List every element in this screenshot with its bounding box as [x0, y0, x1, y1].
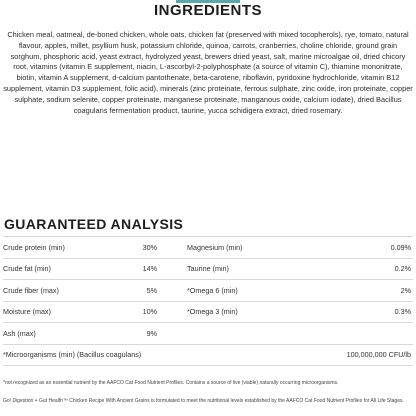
nutrient-value: 14%: [142, 264, 157, 274]
nutrient-value: 0.09%: [390, 242, 411, 252]
nutrient-value: 0.3%: [394, 307, 411, 317]
table-row: [3, 279, 413, 301]
table-row: [3, 322, 413, 344]
footnote-nutrients: *not recognized as an essential nutrient by the AAFCO Cat Food Nutrient Profiles. Contains a source of live (viable) naturally occurring microorganisms.: [3, 380, 339, 386]
nutrient-name: Crude protein (min): [3, 242, 65, 252]
nutrient-value: 0.2%: [394, 264, 411, 274]
nutrient-name: *Omega 3 (min): [187, 307, 238, 317]
guaranteed-analysis-heading: GUARANTEED ANALYSIS: [4, 216, 184, 232]
table-row: [3, 236, 413, 258]
nutrient-name: Magnesium (min): [187, 242, 243, 252]
guaranteed-analysis-table: [3, 236, 413, 366]
nutrient-name: Ash (max): [3, 328, 36, 338]
table-row: [3, 344, 413, 367]
nutrient-name: Crude fiber (max): [3, 285, 59, 295]
nutrient-value: 100,000,000 CFU/lb: [346, 350, 411, 360]
nutrient-name: Taurine (min): [187, 264, 229, 274]
footnote-aafco-statement: Go! Digestion + Gut Health™ Chicken Recipe With Ancient Grains is formulated to meet the nutritional levels established by the AAFCO Cat Food Nutrient Profiles for All Life Stages.: [3, 398, 404, 404]
ingredients-list: Chicken meal, oatmeal, de-boned chicken, whole oats, chicken fat (preserved with mixed tocopherols), rye, tomato, natural flavour, apples, millet, psyllium husk, potassium chloride, quinoa, carrots, cranberries, choline chloride, ground grain sorghum, phosphoric acid, yeast extract, hydrolyzed yeast, brewers dried yeast, salt, marine microalgae oil, dried chicory root, vitamins (vitamin E supplement, niacin, L-ascorbyl-2-polyphosphate (a source of vitamin C), thiamine mononitrate, biotin, vitamin A supplement, d-calcium pantothenate, beta-carotene, riboflavin, pyridoxine hydrochloride, vitamin B12 supplement, vitamin D3 supplement, folic acid), minerals (zinc proteinate, ferrous sulphate, zinc oxide, iron proteinate, copper sulphate, sodium selenite, copper proteinate, manganese proteinate, manganous oxide, calcium iodate), dried Bacillus coagulans fermentation product, taurine, yucca schidigera extract, dried rosemary.: [3, 30, 413, 115]
nutrient-value: 10%: [142, 307, 157, 317]
nutrient-name: Moisture (max): [3, 307, 51, 317]
nutrient-name: Crude fat (min): [3, 264, 51, 274]
table-row: [3, 258, 413, 280]
table-row: [3, 301, 413, 323]
nutrient-value: 9%: [146, 328, 157, 338]
nutrient-name: *Omega 6 (min): [187, 285, 238, 295]
nutrient-name: *Microorganisms (min) (Bacillus coagulans): [3, 350, 142, 360]
ingredients-heading: INGREDIENTS: [153, 2, 262, 19]
nutrient-value: 30%: [142, 242, 157, 252]
nutrient-value: 5%: [146, 285, 157, 295]
nutrient-value: 2%: [400, 285, 411, 295]
